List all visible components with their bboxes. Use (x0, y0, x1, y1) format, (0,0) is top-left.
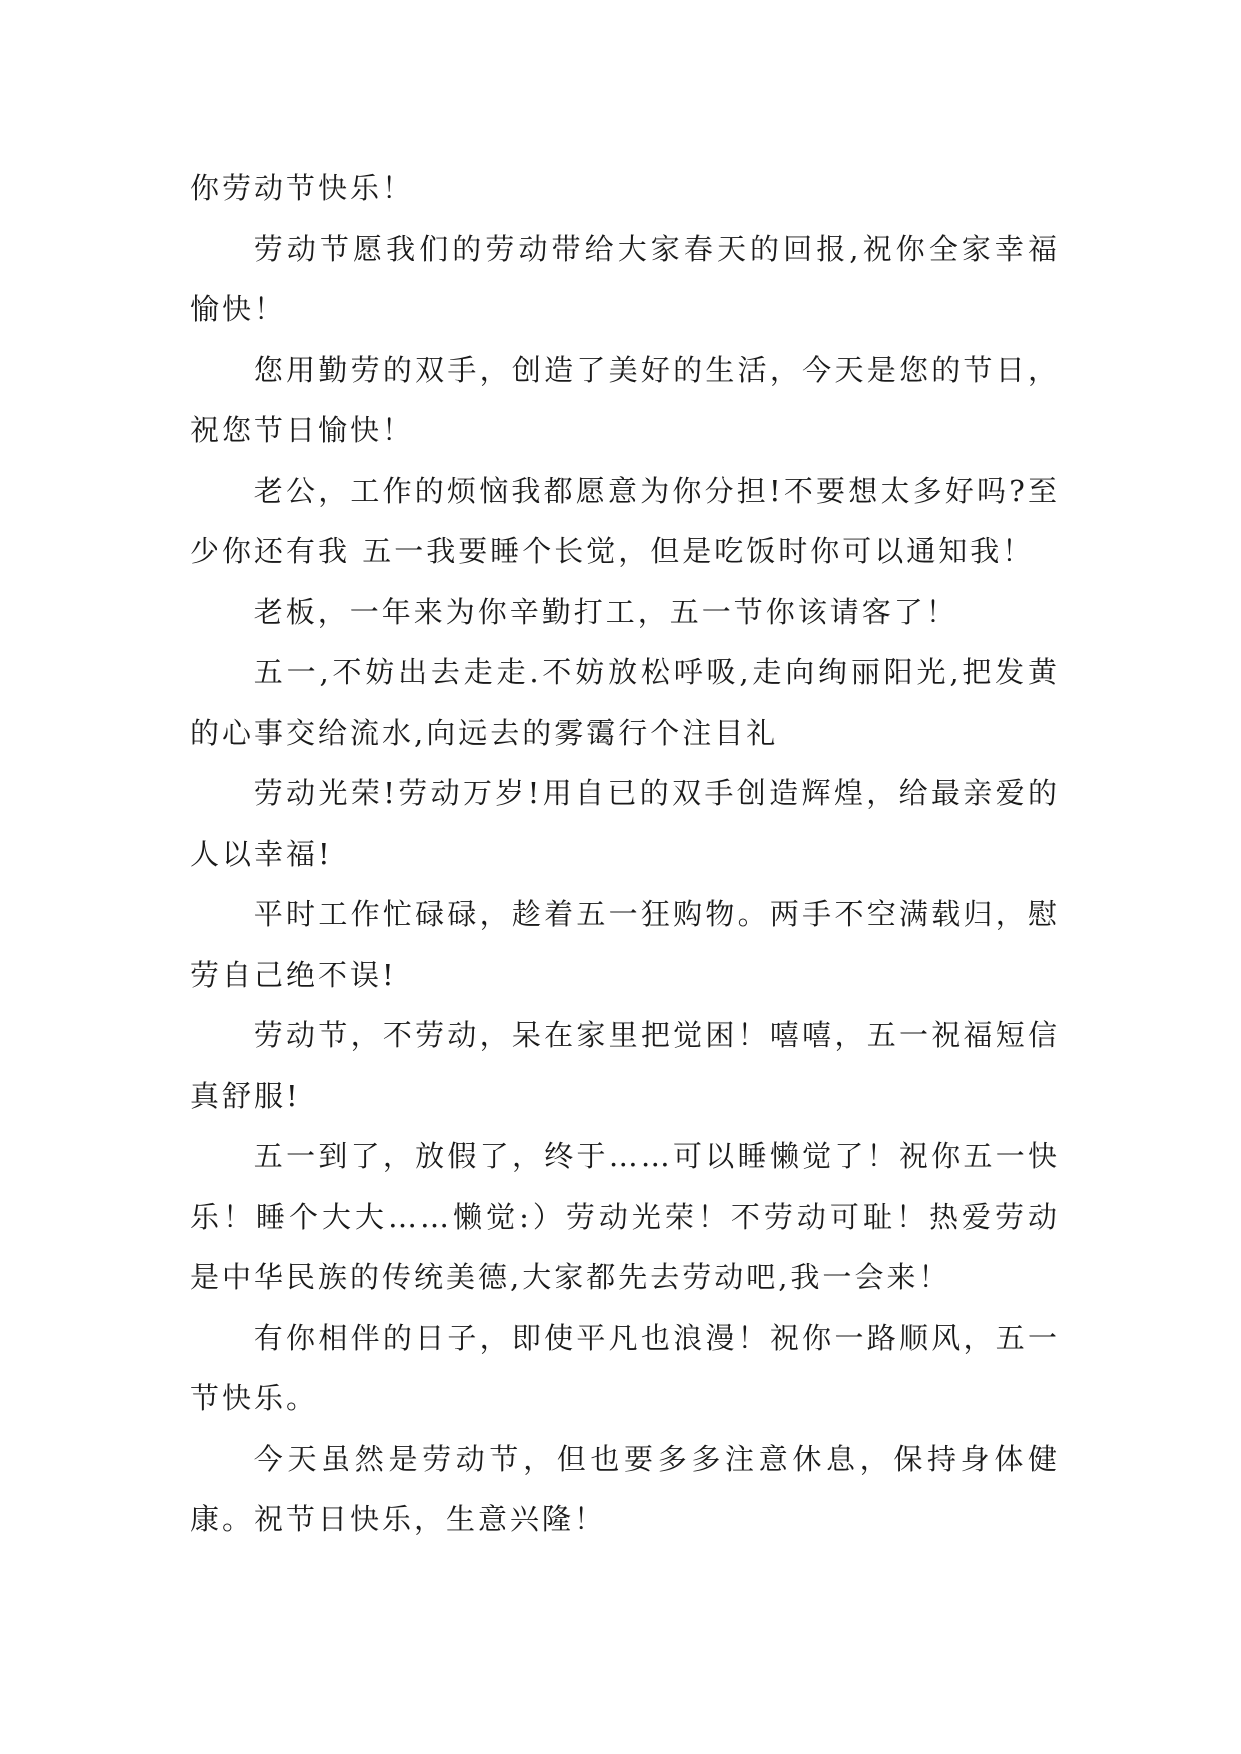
paragraph-4: 老公，工作的烦恼我都愿意为你分担!不要想太多好吗?至少你还有我 五一我要睡个长觉，但是吃饭时你可以通知我！ (190, 473, 1060, 568)
paragraph-5: 老板，一年来为你辛勤打工，五一节你该请客了！ (253, 594, 958, 629)
paragraph-8: 平时工作忙碌碌，趁着五一狂购物。两手不空满载归，慰劳自己绝不误! (190, 897, 1060, 992)
paragraph-1: 你劳动节快乐！ (190, 171, 415, 205)
document-body (190, 158, 1060, 1550)
paragraph-2: 劳动节愿我们的劳动带给大家春天的回报,祝你全家幸福愉快！ (190, 231, 1060, 326)
paragraph-11: 有你相伴的日子，即使平凡也浪漫！祝你一路顺风，五一节快乐。 (190, 1320, 1060, 1415)
paragraph-10: 五一到了，放假了，终于……可以睡懒觉了！祝你五一快乐！睡个大大……懒觉:）劳动光荣！不劳动可耻！热爱劳动是中华民族的传统美德,大家都先去劳动吧,我一会来！ (190, 1139, 1060, 1294)
paragraph-3: 您用勤劳的双手，创造了美好的生活，今天是您的节日，祝您节日愉快！ (190, 352, 1060, 447)
paragraph-6: 五一,不妨出去走走.不妨放松呼吸,走向绚丽阳光,把发黄的心事交给流水,向远去的雾霭行个注目礼 (190, 655, 1060, 750)
paragraph-7: 劳动光荣!劳动万岁!用自已的双手创造辉煌，给最亲爱的人以幸福! (190, 776, 1060, 871)
paragraph-12: 今天虽然是劳动节，但也要多多注意休息，保持身体健康。祝节日快乐，生意兴隆！ (190, 1441, 1060, 1536)
paragraph-9: 劳动节，不劳动，呆在家里把觉困！嘻嘻，五一祝福短信 真舒服! (190, 1018, 1060, 1113)
